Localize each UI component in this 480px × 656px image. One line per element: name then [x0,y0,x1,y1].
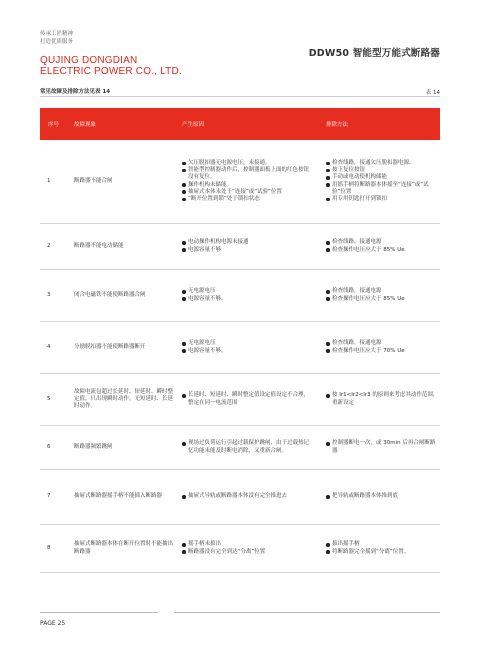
cause-item: 电源容量不够。 [182,348,227,355]
method-item: 检查操作电压应大于 85% Ue [326,247,405,254]
cause-item: 无电源电压 [182,288,227,295]
column-header-phenomenon: 故障现象 [74,122,97,128]
cause-item: “断开位置到锁”处于锁扣状态 [182,196,312,203]
section-title: 常见故障及排除方法见表 14 [40,89,111,95]
fault-phenomenon: 断路器不能电动储能 [74,242,124,249]
fault-causes [182,426,312,469]
brand-line: QUJING DONGDIAN [40,55,138,66]
method-item: 用专用钥匙打开到锁扣 [326,196,440,203]
fault-phenomenon: 闭合电磁铁不能使断路器合闸 [74,291,146,298]
cause-item: 无电源电压 [182,340,227,347]
fault-methods [326,374,440,425]
table-number: 表 14 [425,90,440,96]
row-number: 3 [47,291,51,298]
footer-divider [174,612,440,613]
method-item: 按下复位按钮 [326,167,440,174]
fault-phenomenon: 故障电流包超过长延时、短延时、瞬时整定值，只出现瞬时动作，无短延时、长延时动作。 [74,388,174,410]
row-number: 7 [47,493,51,500]
column-header-cause: 产生原因 [182,122,205,128]
fault-causes [182,140,312,223]
cause-item: 断路器没有完全到达“分离”位置 [182,549,265,556]
table-row [40,470,440,525]
table-row [40,224,440,270]
page-number: PAGE 25 [40,620,66,627]
table-row [40,426,440,470]
cause-item: 智能型控制器动作后，控制器面板上面的红色按钮没有复位。 [182,167,312,181]
company-brand [40,55,182,77]
fault-causes [182,322,312,373]
fault-phenomenon: 断路器频繁跳闸 [74,443,113,450]
column-header-no: 序号 [48,122,60,128]
fault-phenomenon: 抽屉式断路器摇手柄不能插入断路器 [74,493,163,500]
method-item: 把导轨或断路器本体推到底 [326,493,398,500]
fault-methods [326,140,440,223]
column-header-method: 排除方法 [326,122,349,128]
cause-item: 摇手柄未拔出 [182,541,265,548]
fault-phenomenon: 分励脱扣器不能使断路器断开 [74,343,146,350]
table-row [40,322,440,374]
slogan-line: 传承工匠精神 [40,31,74,37]
fault-causes [182,224,312,269]
method-item: 拔出摇手柄 [326,541,409,548]
method-item: 用摇手柄将断路器本体摇至“连接”或“试验”位置 [326,182,440,196]
footer-divider [40,612,158,613]
company-slogan [40,30,73,46]
fault-methods [326,322,440,373]
fault-methods [326,426,440,469]
fault-methods [326,224,440,269]
row-number: 1 [47,177,51,184]
fault-causes [182,525,312,572]
row-number: 6 [47,443,51,450]
method-item: 检查线路，接通电源 [326,239,405,246]
brand-line: ELECTRIC POWER CO., LTD. [40,66,182,77]
cause-item: 电源容量不够。 [182,296,227,303]
method-item: 检查线路，接通电源 [326,340,405,347]
cause-item: 现场过负荷运行引起过载保护跳闸，由于过载热记忆功能未能及时断电消除，又重新合闸。 [182,440,312,454]
cause-item: 欠压脱扣器无电源电压，未接通。 [182,160,312,167]
table-row [40,140,440,224]
method-item: 控制器断电一次，或 30min 后再合闸断路器 [326,440,440,454]
cause-item: 长延时、短延时、瞬时整定值设定值设定不合理，整定在同一电流范围 [182,392,312,406]
fault-methods [326,525,440,572]
slogan-line: 打造优质服务 [40,39,74,45]
table-row [40,270,440,322]
table-row [40,525,440,573]
cause-item: 操作机构未储能。 [182,182,312,189]
fault-causes [182,374,312,425]
cause-item: 抽屉式导轨或断路器本体没有完全推进去 [182,493,287,500]
cause-item: 电动操作机构电源未接通 [182,239,249,246]
method-item: 检查线路，接通欠压脱扣器电源。 [326,160,440,167]
cause-item: 电源容量不够 [182,247,249,254]
fault-causes [182,270,312,321]
row-number: 5 [47,395,51,402]
row-number: 2 [47,242,51,249]
method-item: 检查操作电压应大于 70% Ue [326,348,405,355]
product-title: DDW50 智能型万能式断路器 [308,48,440,59]
cause-item: 抽屉式本体未处于“连接”或“试验”位置 [182,189,312,196]
fault-methods [326,270,440,321]
method-item: 按 Ir1<Ir2<Ir3 的原则来考虑其动作范围，重新设定 [326,392,440,406]
divider [40,96,440,97]
fault-methods [326,470,440,524]
method-item: 检查操作电压应大于 85% Ue [326,296,405,303]
table-header [40,108,440,140]
method-item: 将断路器完全摇到“分离”位置。 [326,549,409,556]
method-item: 检查线路，接通电源 [326,288,405,295]
fault-phenomenon: 断路器不能合闸 [74,177,113,184]
method-item: 手动或电动使机构储能 [326,174,440,181]
fault-causes [182,470,312,524]
row-number: 8 [47,544,51,551]
fault-phenomenon: 抽屉式断路器本体在断开位置时不能抽出断路器 [74,541,174,555]
row-number: 4 [47,343,51,350]
table-row [40,374,440,426]
